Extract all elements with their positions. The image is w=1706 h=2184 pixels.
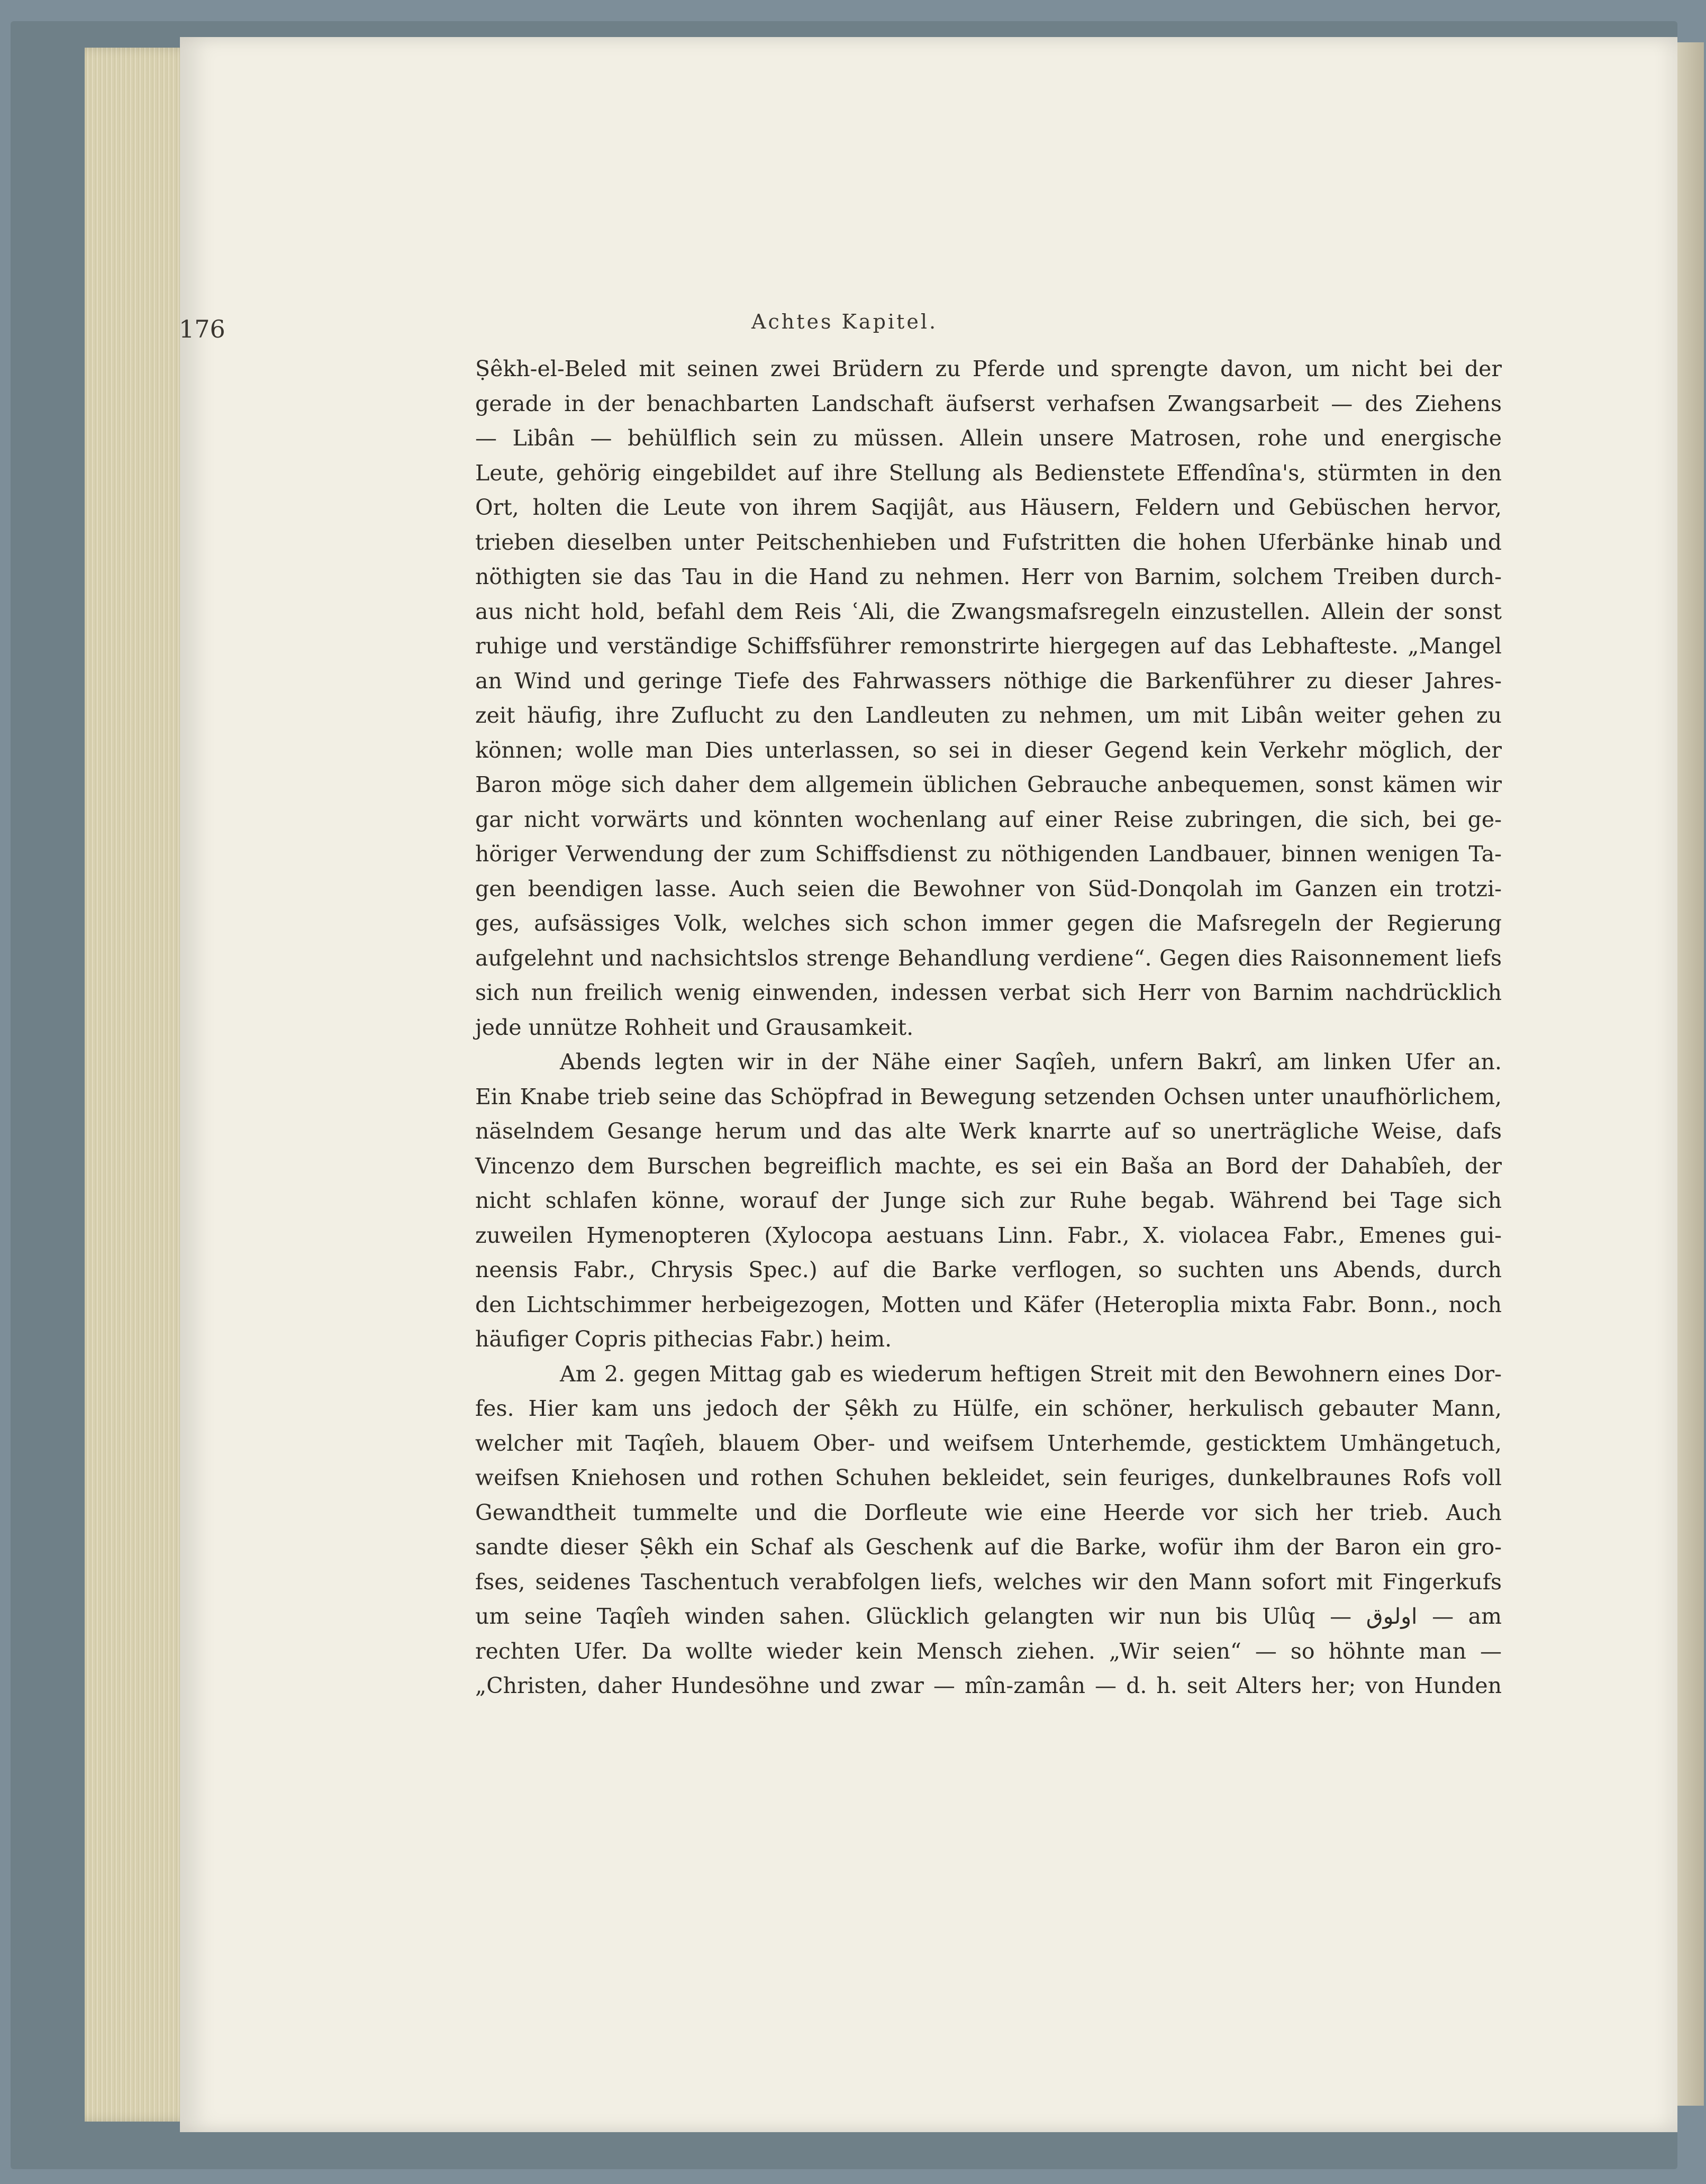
body-text: [475, 352, 1502, 1704]
text-line: Ṣêkh-el-Beled mit seinen zwei Brüdern zu Pferde und sprengte davon, um nicht bei der: [475, 356, 1502, 381]
text-line: Vincenzo dem Burschen begreiflich machte, es sei ein Baša an Bord der Dahabîeh, der: [475, 1153, 1502, 1179]
text-line: „Christen, daher Hundesöhne und zwar — mîn-zamân — d. h. seit Alters her; von Hunden: [475, 1673, 1502, 1698]
text-line: nöthigten sie das Tau in die Hand zu nehmen. Herr von Barnim, solchem Treiben durch-: [475, 564, 1502, 589]
text-line: können; wolle man Dies unterlassen, so sei in dieser Gegend kein Verkehr möglich, der: [475, 737, 1502, 763]
text-line: ruhige und verständige Schiffsführer remonstrirte hiergegen auf das Lebhafteste. „Mangel: [475, 633, 1502, 659]
text-line: aufgelehnt und nachsichtslos strenge Behandlung verdiene“. Gegen dies Raisonnement liefs: [475, 945, 1502, 971]
text-line: aus nicht hold, befahl dem Reis ʿAli, die Zwangsmafsregeln einzustellen. Allein der sonst: [475, 598, 1502, 624]
text-line: Am 2. gegen Mittag gab es wiederum heftigen Streit mit den Bewohnern eines Dor-: [560, 1361, 1502, 1387]
text-line: gen beendigen lasse. Auch seien die Bewohner von Süd-Donqolah im Ganzen ein trotzi-: [475, 876, 1502, 902]
text-line: Ein Knabe trieb seine das Schöpfrad in Bewegung setzenden Ochsen unter unaufhörlichem,: [475, 1084, 1502, 1109]
text-line: fses, seidenes Taschentuch verabfolgen liefs, welches wir den Mann sofort mit Fingerkufs: [475, 1569, 1502, 1595]
text-line: ges, aufsässiges Volk, welches sich schon immer gegen die Mafsregeln der Regierung: [475, 911, 1502, 936]
text-line: weifsen Kniehosen und rothen Schuhen bekleidet, sein feuriges, dunkelbraunes Rofs voll: [475, 1465, 1502, 1490]
text-line: an Wind und geringe Tiefe des Fahrwassers nöthige die Barkenführer zu dieser Jahres-: [475, 668, 1502, 694]
text-line: Baron möge sich daher dem allgemein üblichen Gebrauche anbequemen, sonst kämen wir: [475, 772, 1502, 797]
text-line: rechten Ufer. Da wollte wieder kein Mensch ziehen. „Wir seien“ — so höhnte man —: [475, 1638, 1502, 1664]
text-line: neensis Fabr., Chrysis Spec.) auf die Barke verflogen, so suchten uns Abends, durch: [475, 1257, 1502, 1282]
text-line: sandte dieser Ṣêkh ein Schaf als Geschenk auf die Barke, wofür ihm der Baron ein gro-: [475, 1534, 1502, 1560]
text-line: Leute, gehörig eingebildet auf ihre Stellung als Bedienstete Effendîna's, stürmten in den: [475, 460, 1502, 486]
text-line: Abends legten wir in der Nähe einer Saqîeh, unfern Bakrî, am linken Ufer an.: [560, 1049, 1502, 1075]
paragraph: [475, 1045, 1502, 1357]
text-line: den Lichtschimmer herbeigezogen, Motten und Käfer (Heteroplia mixta Fabr. Bonn., noch: [475, 1291, 1502, 1317]
text-line: häufiger Copris pithecias Fabr.) heim.: [475, 1326, 892, 1352]
text-line: höriger Verwendung der zum Schiffsdienst zu nöthigenden Landbauer, binnen wenigen Ta-: [475, 841, 1502, 867]
text-line: zuweilen Hymenopteren (Xylocopa aestuans Linn. Fabr., X. violacea Fabr., Emenes gui-: [475, 1222, 1502, 1248]
text-line: jede unnütze Rohheit und Grausamkeit.: [475, 1014, 914, 1040]
text-line: gerade in der benachbarten Landschaft äufserst verhafsen Zwangsarbeit — des Ziehens: [475, 390, 1502, 416]
text-line: gar nicht vorwärts und könnten wochenlang auf einer Reise zubringen, die sich, bei ge-: [475, 806, 1502, 832]
text-line: sich nun freilich wenig einwenden, indessen verbat sich Herr von Barnim nachdrücklich: [475, 980, 1502, 1005]
paragraph: [475, 1357, 1502, 1704]
text-line: zeit häufig, ihre Zuflucht zu den Landleuten zu nehmen, um mit Libân weiter gehen zu: [475, 703, 1502, 728]
text-line: fes. Hier kam uns jedoch der Ṣêkh zu Hülfe, ein schöner, herkulisch gebauter Mann,: [475, 1396, 1502, 1421]
text-line: trieben dieselben unter Peitschenhieben und Fufstritten die hohen Uferbänke hinab und: [475, 529, 1502, 555]
text-line: welcher mit Taqîeh, blauem Ober- und weifsem Unterhemde, gesticktem Umhängetuch,: [475, 1430, 1502, 1456]
paragraph: [475, 352, 1502, 1045]
text-line: nicht schlafen könne, worauf der Junge sich zur Ruhe begab. Während bei Tage sich: [475, 1188, 1502, 1213]
text-line: näselndem Gesange herum und das alte Werk knarrte auf so unerträgliche Weise, dafs: [475, 1118, 1502, 1144]
text-line: Ort, holten die Leute von ihrem Saqijât, aus Häusern, Feldern und Gebüschen hervor,: [475, 495, 1502, 520]
text-line: um seine Taqîeh winden sahen. Glücklich gelangten wir nun bis Ulûq — اولوق — am: [475, 1604, 1502, 1629]
page-number: 176: [179, 315, 225, 343]
text-line: — Libân — behülflich sein zu müssen. Allein unsere Matrosen, rohe und energische: [475, 425, 1502, 451]
text-line: Gewandtheit tummelte und die Dorfleute wie eine Heerde vor sich her trieb. Auch: [475, 1499, 1502, 1525]
running-head: Achtes Kapitel.: [751, 310, 938, 333]
page-edges: [85, 48, 190, 2122]
